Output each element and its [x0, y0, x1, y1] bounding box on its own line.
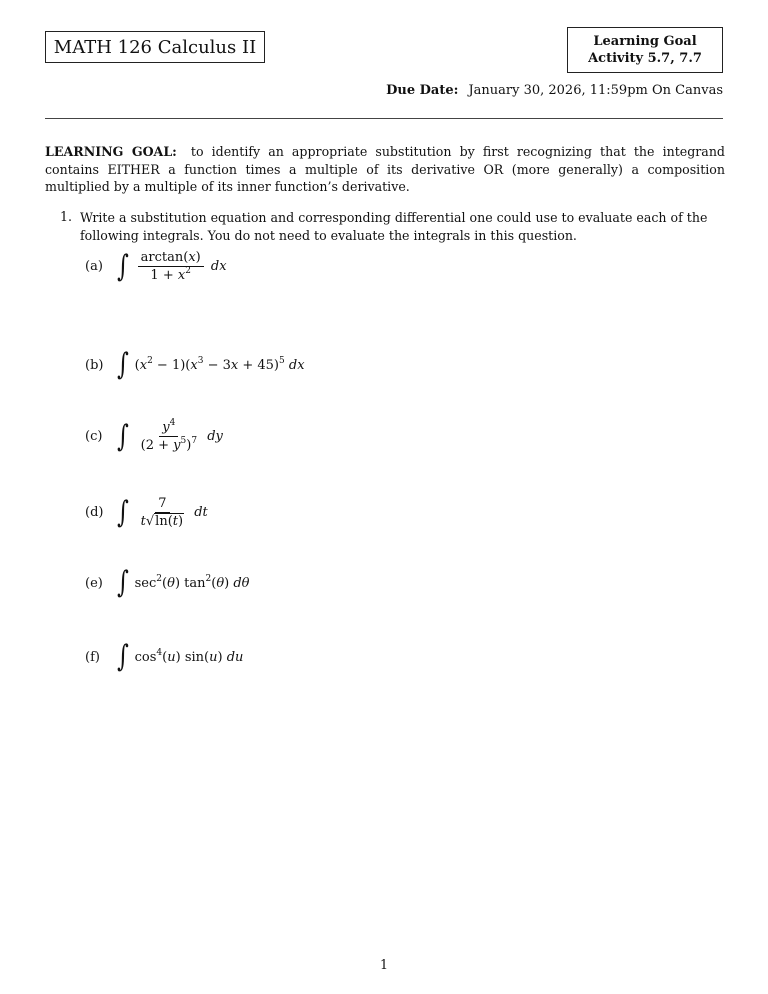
course-title: MATH 126 Calculus II	[53, 36, 257, 58]
part-b-label: (b)	[85, 357, 104, 373]
part-d-integrand: $\frac{7}{t√\ln(t)}$ dt	[140, 496, 208, 529]
learning-goal-paragraph	[45, 143, 725, 196]
part-e-integrand: $\sec^2(\theta)$ $\tan^2(\theta)$ dθ	[134, 573, 250, 591]
part-f-label: (f)	[85, 649, 100, 665]
part-c	[85, 420, 223, 453]
part-b-integrand: $(x^2 - 1)(x^3 - 3x + 45)^5$ dx	[134, 355, 305, 373]
activity-line-1: Learning Goal	[593, 34, 697, 49]
part-c-label: (c)	[85, 429, 103, 444]
part-f-integrand: $\cos^4(u)$ sin(u) du	[134, 647, 244, 665]
part-b	[85, 347, 305, 382]
part-a-integrand: $\frac{\arctan(x)}{1 + x^2}$ dx	[135, 250, 227, 283]
part-a	[85, 250, 227, 283]
part-d-label: (d)	[85, 505, 104, 520]
question-1-text: Write a substitution equation and corresponding differential one could use to evaluate each of the following integrals. You do not need to evaluate the integrals in this question.	[80, 210, 708, 243]
integral-sign: ∫	[116, 639, 129, 674]
integral-sign: ∫	[116, 418, 129, 454]
part-f	[85, 639, 244, 674]
part-d	[85, 496, 208, 529]
part-c-integrand: $\frac{y^4}{(2 + y^5)^7}$ dy	[140, 418, 223, 453]
horizontal-rule	[45, 118, 723, 119]
due-date	[386, 83, 723, 98]
learning-goal-label: LEARNING GOAL:	[45, 144, 177, 159]
part-a-label: (a)	[85, 259, 103, 274]
integral-sign: ∫	[116, 494, 129, 530]
course-title-box	[45, 31, 265, 63]
part-e-label: (e)	[85, 575, 103, 591]
due-date-value: January 30, 2026, 11:59pm On Canvas	[468, 83, 723, 98]
part-e	[85, 565, 250, 600]
due-date-label: Due Date:	[386, 83, 459, 98]
page-number: 1	[379, 957, 388, 972]
activity-line-2: Activity 5.7, 7.7	[588, 51, 702, 66]
integral-sign: ∫	[116, 347, 129, 382]
question-1-number: 1.	[60, 209, 73, 224]
learning-goal-text: to identify an appropriate substitution by first recognizing that the integrand contains EITHER a function times a multiple of its derivative OR (more generally) a composition multiplied by a multiple of its inner function’s derivative.	[45, 144, 725, 194]
activity-box	[567, 27, 723, 73]
integral-sign: ∫	[116, 565, 129, 600]
integral-sign: ∫	[116, 248, 129, 284]
